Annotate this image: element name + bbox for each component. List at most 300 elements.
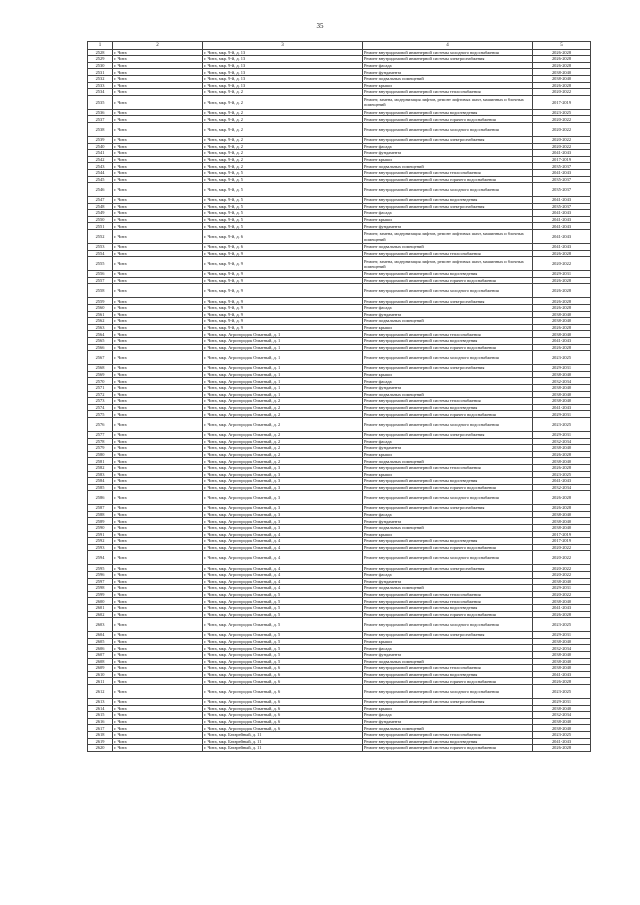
period-cell: 2035-2037	[533, 183, 591, 197]
work-type-cell: Ремонт фундамента	[363, 718, 533, 725]
address-cell: г. Чита, мкр. Агрогородок Опытный, д. 5	[203, 591, 363, 598]
row-number-cell: 2545	[88, 176, 113, 183]
period-cell: 2038-2040	[533, 511, 591, 518]
table-row	[88, 718, 591, 725]
row-number-cell: 2576	[88, 417, 113, 431]
row-number-cell: 2529	[88, 56, 113, 63]
work-type-cell: Ремонт внутридомовой инженерной системы водоотведения	[363, 671, 533, 678]
row-number-cell: 2601	[88, 605, 113, 612]
period-cell: 2026-2028	[533, 324, 591, 331]
municipality-cell: г. Чита	[113, 445, 203, 452]
address-cell: г. Чита, мкр. Агрогородок Опытный, д. 1	[203, 331, 363, 338]
municipality-cell: г. Чита	[113, 371, 203, 378]
row-number-cell: 2588	[88, 511, 113, 518]
row-number-cell: 2550	[88, 216, 113, 223]
row-number-cell: 2572	[88, 391, 113, 398]
municipality-cell: г. Чита	[113, 525, 203, 532]
municipality-cell: г. Чита	[113, 75, 203, 82]
address-cell: г. Чита, мкр. Агрогородок Опытный, д. 2	[203, 398, 363, 405]
work-type-cell: Ремонт, замена, модернизация лифтов, ремонт лифтовых шахт, машинных и блочных помещений	[363, 95, 533, 109]
period-cell: 2038-2040	[533, 638, 591, 645]
municipality-cell: г. Чита	[113, 49, 203, 56]
address-cell: г. Чита, мкр. Агрогородок Опытный, д. 1	[203, 378, 363, 385]
row-number-cell: 2553	[88, 244, 113, 251]
table-row	[88, 632, 591, 639]
address-cell: г. Чита, мкр. Агрогородок Опытный, д. 4	[203, 585, 363, 592]
table-row	[88, 505, 591, 512]
row-number-cell: 2613	[88, 698, 113, 705]
address-cell: г. Чита, мкр. Агрогородок Опытный, д. 1	[203, 338, 363, 345]
period-cell: 2026-2028	[533, 82, 591, 89]
work-type-cell: Ремонт внутридомовой инженерной системы горячего водоснабжения	[363, 678, 533, 685]
period-cell: 2023-2025	[533, 684, 591, 698]
row-number-cell: 2578	[88, 438, 113, 445]
address-cell: г. Чита, мкр. 9-й, д. 13	[203, 49, 363, 56]
municipality-cell: г. Чита	[113, 585, 203, 592]
row-number-cell: 2580	[88, 451, 113, 458]
table-row	[88, 169, 591, 176]
period-cell: 2038-2040	[533, 658, 591, 665]
work-type-cell: Ремонт подвальных помещений	[363, 725, 533, 732]
period-cell: 2038-2040	[533, 651, 591, 658]
work-type-cell: Ремонт внутридомовой инженерной системы электроснабжения	[363, 431, 533, 438]
address-cell: г. Чита, мкр. Агрогородок Опытный, д. 3	[203, 471, 363, 478]
table-row	[88, 203, 591, 210]
table-row	[88, 378, 591, 385]
municipality-cell: г. Чита	[113, 109, 203, 116]
work-type-cell: Ремонт подвальных помещений	[363, 75, 533, 82]
work-type-cell: Ремонт внутридомовой инженерной системы водоотведения	[363, 338, 533, 345]
work-type-cell: Ремонт фундамента	[363, 384, 533, 391]
table-row	[88, 658, 591, 665]
address-cell: г. Чита, мкр. Агрогородок Опытный, д. 6	[203, 698, 363, 705]
municipality-cell: г. Чита	[113, 678, 203, 685]
address-cell: г. Чита, мкр. Агрогородок Опытный, д. 4	[203, 551, 363, 565]
table-row	[88, 404, 591, 411]
table-row	[88, 116, 591, 123]
municipality-cell: г. Чита	[113, 116, 203, 123]
period-cell: 2032-2034	[533, 438, 591, 445]
row-number-cell: 2596	[88, 572, 113, 579]
address-cell: г. Чита, мкр. 9-й, д. 2	[203, 89, 363, 96]
work-type-cell: Ремонт внутридомовой инженерной системы холодного водоснабжения	[363, 684, 533, 698]
municipality-cell: г. Чита	[113, 250, 203, 257]
table-row	[88, 150, 591, 157]
row-number-cell: 2555	[88, 257, 113, 271]
row-number-cell: 2608	[88, 658, 113, 665]
row-number-cell: 2562	[88, 318, 113, 325]
period-cell: 2041-2043	[533, 338, 591, 345]
address-cell: г. Чита, мкр. 9-й, д. 6	[203, 244, 363, 251]
period-cell: 2026-2028	[533, 678, 591, 685]
municipality-cell: г. Чита	[113, 705, 203, 712]
address-cell: г. Чита, мкр. 9-й, д. 2	[203, 116, 363, 123]
period-cell: 2026-2028	[533, 745, 591, 752]
row-number-cell: 2552	[88, 230, 113, 244]
row-number-cell: 2554	[88, 250, 113, 257]
municipality-cell: г. Чита	[113, 136, 203, 143]
work-type-cell: Ремонт фасада	[363, 438, 533, 445]
address-cell: г. Чита, мкр. Агрогородок Опытный, д. 5	[203, 618, 363, 632]
address-cell: г. Чита, мкр. 9-й, д. 2	[203, 143, 363, 150]
municipality-cell: г. Чита	[113, 344, 203, 351]
municipality-cell: г. Чита	[113, 618, 203, 632]
table-row	[88, 305, 591, 312]
table-body	[88, 42, 591, 752]
table-row	[88, 156, 591, 163]
period-cell: 2038-2040	[533, 69, 591, 76]
address-cell: г. Чита, мкр. Агрогородок Опытный, д. 3	[203, 518, 363, 525]
table-row	[88, 464, 591, 471]
municipality-cell: г. Чита	[113, 305, 203, 312]
work-type-cell: Ремонт внутридомовой инженерной системы теплоснабжения	[363, 591, 533, 598]
row-number-cell: 2612	[88, 684, 113, 698]
row-number-cell: 2559	[88, 298, 113, 305]
address-cell: г. Чита, мкр. Агрогородок Опытный, д. 5	[203, 611, 363, 618]
table-row	[88, 544, 591, 551]
address-cell: г. Чита, мкр. Агрогородок Опытный, д. 6	[203, 665, 363, 672]
period-cell: 2038-2040	[533, 398, 591, 405]
table-row	[88, 445, 591, 452]
row-number-cell: 2602	[88, 611, 113, 618]
address-cell: г. Чита, мкр. 9-й, д. 2	[203, 163, 363, 170]
work-type-cell: Ремонт фасада	[363, 572, 533, 579]
row-number-cell: 2536	[88, 109, 113, 116]
municipality-cell: г. Чита	[113, 598, 203, 605]
municipality-cell: г. Чита	[113, 638, 203, 645]
row-number-cell: 2558	[88, 284, 113, 298]
table-row	[88, 250, 591, 257]
address-cell: г. Чита, мкр. Агрогородок Опытный, д. 5	[203, 645, 363, 652]
work-type-cell: Ремонт фасада	[363, 712, 533, 719]
period-cell: 2041-2043	[533, 150, 591, 157]
work-type-cell: Ремонт внутридомовой инженерной системы холодного водоснабжения	[363, 551, 533, 565]
municipality-cell: г. Чита	[113, 384, 203, 391]
row-number-cell: 2566	[88, 344, 113, 351]
table-row	[88, 551, 591, 565]
municipality-cell: г. Чита	[113, 438, 203, 445]
period-cell: 2023-2025	[533, 731, 591, 738]
period-cell: 2038-2040	[533, 458, 591, 465]
municipality-cell: г. Чита	[113, 324, 203, 331]
address-cell: г. Чита, мкр. Агрогородок Опытный, д. 4	[203, 572, 363, 579]
municipality-cell: г. Чита	[113, 731, 203, 738]
municipality-cell: г. Чита	[113, 605, 203, 612]
municipality-cell: г. Чита	[113, 197, 203, 204]
work-type-cell: Ремонт внутридомовой инженерной системы водоотведения	[363, 605, 533, 612]
address-cell: г. Чита, мкр. Агрогородок Опытный, д. 4	[203, 578, 363, 585]
work-type-cell: Ремонт фасада	[363, 62, 533, 69]
address-cell: г. Чита, мкр. 9-й, д. 13	[203, 56, 363, 63]
table-row	[88, 95, 591, 109]
period-cell: 2032-2034	[533, 712, 591, 719]
address-cell: г. Чита, мкр. 9-й, д. 2	[203, 95, 363, 109]
row-number-cell: 2589	[88, 518, 113, 525]
table-row	[88, 618, 591, 632]
municipality-cell: г. Чита	[113, 82, 203, 89]
row-number-cell: 2597	[88, 578, 113, 585]
address-cell: г. Чита, мкр. Агрогородок Опытный, д. 5	[203, 632, 363, 639]
row-number-cell: 2585	[88, 484, 113, 491]
address-cell: г. Чита, мкр. Агрогородок Опытный, д. 6	[203, 718, 363, 725]
work-type-cell: Ремонт фундамента	[363, 445, 533, 452]
work-type-cell: Ремонт внутридомовой инженерной системы электроснабжения	[363, 565, 533, 572]
row-number-cell: 2556	[88, 271, 113, 278]
row-number-cell: 2567	[88, 351, 113, 365]
municipality-cell: г. Чита	[113, 411, 203, 418]
row-number-cell: 2571	[88, 384, 113, 391]
table-row	[88, 598, 591, 605]
row-number-cell: 2605	[88, 638, 113, 645]
period-cell: 2038-2040	[533, 445, 591, 452]
municipality-cell: г. Чита	[113, 216, 203, 223]
municipality-cell: г. Чита	[113, 671, 203, 678]
municipality-cell: г. Чита	[113, 505, 203, 512]
municipality-cell: г. Чита	[113, 572, 203, 579]
table-row	[88, 731, 591, 738]
address-cell: г. Чита, мкр. Агрогородок Опытный, д. 2	[203, 445, 363, 452]
period-cell: 2041-2043	[533, 478, 591, 485]
address-cell: г. Чита, мкр. Батарейный, д. 11	[203, 731, 363, 738]
period-cell: 2026-2028	[533, 464, 591, 471]
table-row	[88, 585, 591, 592]
row-number-cell: 2528	[88, 49, 113, 56]
period-cell: 2020-2022	[533, 565, 591, 572]
work-type-cell: Ремонт внутридомовой инженерной системы холодного водоснабжения	[363, 351, 533, 365]
row-number-cell: 2540	[88, 143, 113, 150]
address-cell: г. Чита, мкр. 9-й, д. 2	[203, 136, 363, 143]
row-number-cell: 2594	[88, 551, 113, 565]
work-type-cell: Ремонт фундамента	[363, 69, 533, 76]
table-row	[88, 331, 591, 338]
work-type-cell: Ремонт фасада	[363, 305, 533, 312]
period-cell: 2038-2040	[533, 391, 591, 398]
municipality-cell: г. Чита	[113, 464, 203, 471]
period-cell: 2041-2043	[533, 169, 591, 176]
work-type-cell: Ремонт внутридомовой инженерной системы электроснабжения	[363, 698, 533, 705]
work-type-cell: Ремонт внутридомовой инженерной системы теплоснабжения	[363, 665, 533, 672]
table-row	[88, 311, 591, 318]
period-cell: 2026-2028	[533, 250, 591, 257]
period-cell: 2020-2022	[533, 116, 591, 123]
table-row	[88, 645, 591, 652]
address-cell: г. Чита, мкр. Агрогородок Опытный, д. 1	[203, 391, 363, 398]
table-row	[88, 438, 591, 445]
address-cell: г. Чита, мкр. Агрогородок Опытный, д. 1	[203, 384, 363, 391]
address-cell: г. Чита, мкр. Агрогородок Опытный, д. 1	[203, 351, 363, 365]
address-cell: г. Чита, мкр. Агрогородок Опытный, д. 5	[203, 605, 363, 612]
period-cell: 2020-2022	[533, 572, 591, 579]
table-row	[88, 271, 591, 278]
table-row	[88, 491, 591, 505]
period-cell: 2026-2028	[533, 62, 591, 69]
municipality-cell: г. Чита	[113, 511, 203, 518]
period-cell: 2020-2022	[533, 551, 591, 565]
row-number-cell: 2538	[88, 122, 113, 136]
municipality-cell: г. Чита	[113, 645, 203, 652]
address-cell: г. Чита, мкр. Агрогородок Опытный, д. 6	[203, 725, 363, 732]
period-cell: 2038-2040	[533, 725, 591, 732]
period-cell: 2017-2019	[533, 95, 591, 109]
table-row	[88, 365, 591, 372]
municipality-cell: г. Чита	[113, 591, 203, 598]
period-cell: 2038-2040	[533, 384, 591, 391]
row-number-cell: 2542	[88, 156, 113, 163]
period-cell: 2026-2028	[533, 277, 591, 284]
work-type-cell: Ремонт внутридомовой инженерной системы горячего водоснабжения	[363, 344, 533, 351]
municipality-cell: г. Чита	[113, 277, 203, 284]
table-row	[88, 565, 591, 572]
municipality-cell: г. Чита	[113, 484, 203, 491]
column-header: 5	[533, 42, 591, 50]
row-number-cell: 2593	[88, 544, 113, 551]
municipality-cell: г. Чита	[113, 150, 203, 157]
work-type-cell: Ремонт подвальных помещений	[363, 658, 533, 665]
municipality-cell: г. Чита	[113, 391, 203, 398]
row-number-cell: 2575	[88, 411, 113, 418]
row-number-cell: 2579	[88, 445, 113, 452]
row-number-cell: 2534	[88, 89, 113, 96]
municipality-cell: г. Чита	[113, 169, 203, 176]
work-type-cell: Ремонт внутридомовой инженерной системы электроснабжения	[363, 298, 533, 305]
address-cell: г. Чита, мкр. Агрогородок Опытный, д. 5	[203, 598, 363, 605]
period-cell: 2041-2043	[533, 197, 591, 204]
row-number-cell: 2581	[88, 458, 113, 465]
period-cell: 2017-2019	[533, 156, 591, 163]
municipality-cell: г. Чита	[113, 338, 203, 345]
row-number-cell: 2603	[88, 618, 113, 632]
period-cell: 2038-2040	[533, 518, 591, 525]
period-cell: 2038-2040	[533, 525, 591, 532]
work-type-cell: Ремонт внутридомовой инженерной системы холодного водоснабжения	[363, 491, 533, 505]
address-cell: г. Чита, мкр. 9-й, д. 13	[203, 75, 363, 82]
municipality-cell: г. Чита	[113, 183, 203, 197]
period-cell: 2029-2031	[533, 632, 591, 639]
work-type-cell: Ремонт внутридомовой инженерной системы электроснабжения	[363, 56, 533, 63]
work-type-cell: Ремонт фасада	[363, 378, 533, 385]
row-number-cell: 2600	[88, 598, 113, 605]
address-cell: г. Чита, мкр. Агрогородок Опытный, д. 4	[203, 538, 363, 545]
row-number-cell: 2617	[88, 725, 113, 732]
period-cell: 2020-2022	[533, 136, 591, 143]
municipality-cell: г. Чита	[113, 318, 203, 325]
table-row	[88, 431, 591, 438]
row-number-cell: 2547	[88, 197, 113, 204]
table-row	[88, 638, 591, 645]
work-type-cell: Ремонт подвальных помещений	[363, 585, 533, 592]
work-type-cell: Ремонт, замена, модернизация лифтов, ремонт лифтовых шахт, машинных и блочных помещений	[363, 230, 533, 244]
table-row	[88, 705, 591, 712]
table-row	[88, 478, 591, 485]
table-row	[88, 605, 591, 612]
table-row	[88, 338, 591, 345]
work-type-cell: Ремонт внутридомовой инженерной системы теплоснабжения	[363, 331, 533, 338]
table-row	[88, 62, 591, 69]
address-cell: г. Чита, мкр. Батарейный, д. 11	[203, 738, 363, 745]
row-number-cell: 2606	[88, 645, 113, 652]
address-cell: г. Чита, мкр. Агрогородок Опытный, д. 5	[203, 651, 363, 658]
row-number-cell: 2595	[88, 565, 113, 572]
work-type-cell: Ремонт внутридомовой инженерной системы водоотведения	[363, 197, 533, 204]
address-cell: г. Чита, мкр. 9-й, д. 13	[203, 82, 363, 89]
row-number-cell: 2604	[88, 632, 113, 639]
municipality-cell: г. Чита	[113, 632, 203, 639]
work-type-cell: Ремонт внутридомовой инженерной системы электроснабжения	[363, 632, 533, 639]
period-cell: 2032-2034	[533, 378, 591, 385]
work-type-cell: Ремонт внутридомовой инженерной системы теплоснабжения	[363, 598, 533, 605]
address-cell: г. Чита, мкр. 9-й, д. 13	[203, 69, 363, 76]
period-cell: 2026-2028	[533, 298, 591, 305]
row-number-cell: 2619	[88, 738, 113, 745]
work-type-cell: Ремонт крыши	[363, 216, 533, 223]
period-cell: 2023-2025	[533, 417, 591, 431]
address-cell: г. Чита, мкр. Агрогородок Опытный, д. 3	[203, 491, 363, 505]
municipality-cell: г. Чита	[113, 311, 203, 318]
period-cell: 2035-2037	[533, 176, 591, 183]
address-cell: г. Чита, мкр. 9-й, д. 2	[203, 156, 363, 163]
address-cell: г. Чита, мкр. Агрогородок Опытный, д. 2	[203, 431, 363, 438]
row-number-cell: 2531	[88, 69, 113, 76]
work-type-cell: Ремонт внутридомовой инженерной системы водоотведения	[363, 538, 533, 545]
work-type-cell: Ремонт внутридомовой инженерной системы холодного водоснабжения	[363, 183, 533, 197]
municipality-cell: г. Чита	[113, 378, 203, 385]
table-row	[88, 651, 591, 658]
row-number-cell: 2530	[88, 62, 113, 69]
row-number-cell: 2533	[88, 82, 113, 89]
row-number-cell: 2591	[88, 531, 113, 538]
municipality-cell: г. Чита	[113, 458, 203, 465]
work-type-cell: Ремонт крыши	[363, 531, 533, 538]
municipality-cell: г. Чита	[113, 210, 203, 217]
table-row	[88, 458, 591, 465]
table-row	[88, 398, 591, 405]
period-cell: 2026-2028	[533, 305, 591, 312]
row-number-cell: 2582	[88, 464, 113, 471]
municipality-cell: г. Чита	[113, 203, 203, 210]
address-cell: г. Чита, мкр. Агрогородок Опытный, д. 4	[203, 565, 363, 572]
period-cell: 2026-2028	[533, 284, 591, 298]
table-row	[88, 277, 591, 284]
work-type-cell: Ремонт фундамента	[363, 651, 533, 658]
table-row	[88, 351, 591, 365]
period-cell: 2029-2031	[533, 411, 591, 418]
address-cell: г. Чита, мкр. Агрогородок Опытный, д. 1	[203, 365, 363, 372]
work-type-cell: Ремонт внутридомовой инженерной системы теплоснабжения	[363, 398, 533, 405]
period-cell: 2041-2043	[533, 605, 591, 612]
address-cell: г. Чита, мкр. Агрогородок Опытный, д. 6	[203, 705, 363, 712]
row-number-cell: 2569	[88, 371, 113, 378]
table-row	[88, 230, 591, 244]
municipality-cell: г. Чита	[113, 271, 203, 278]
period-cell: 2041-2043	[533, 223, 591, 230]
row-number-cell: 2564	[88, 331, 113, 338]
work-type-cell: Ремонт крыши	[363, 156, 533, 163]
address-cell: г. Чита, мкр. 9-й, д. 9	[203, 298, 363, 305]
period-cell: 2029-2031	[533, 698, 591, 705]
period-cell: 2026-2028	[533, 611, 591, 618]
address-cell: г. Чита, мкр. Агрогородок Опытный, д. 3	[203, 525, 363, 532]
table-row	[88, 531, 591, 538]
address-cell: г. Чита, мкр. Агрогородок Опытный, д. 3	[203, 464, 363, 471]
work-type-cell: Ремонт внутридомовой инженерной системы теплоснабжения	[363, 89, 533, 96]
table-row	[88, 318, 591, 325]
address-cell: г. Чита, мкр. 9-й, д. 9	[203, 318, 363, 325]
address-cell: г. Чита, мкр. 9-й, д. 2	[203, 150, 363, 157]
row-number-cell: 2586	[88, 491, 113, 505]
period-cell: 2023-2025	[533, 109, 591, 116]
work-type-cell: Ремонт внутридомовой инженерной системы водоотведения	[363, 478, 533, 485]
work-type-cell: Ремонт крыши	[363, 451, 533, 458]
